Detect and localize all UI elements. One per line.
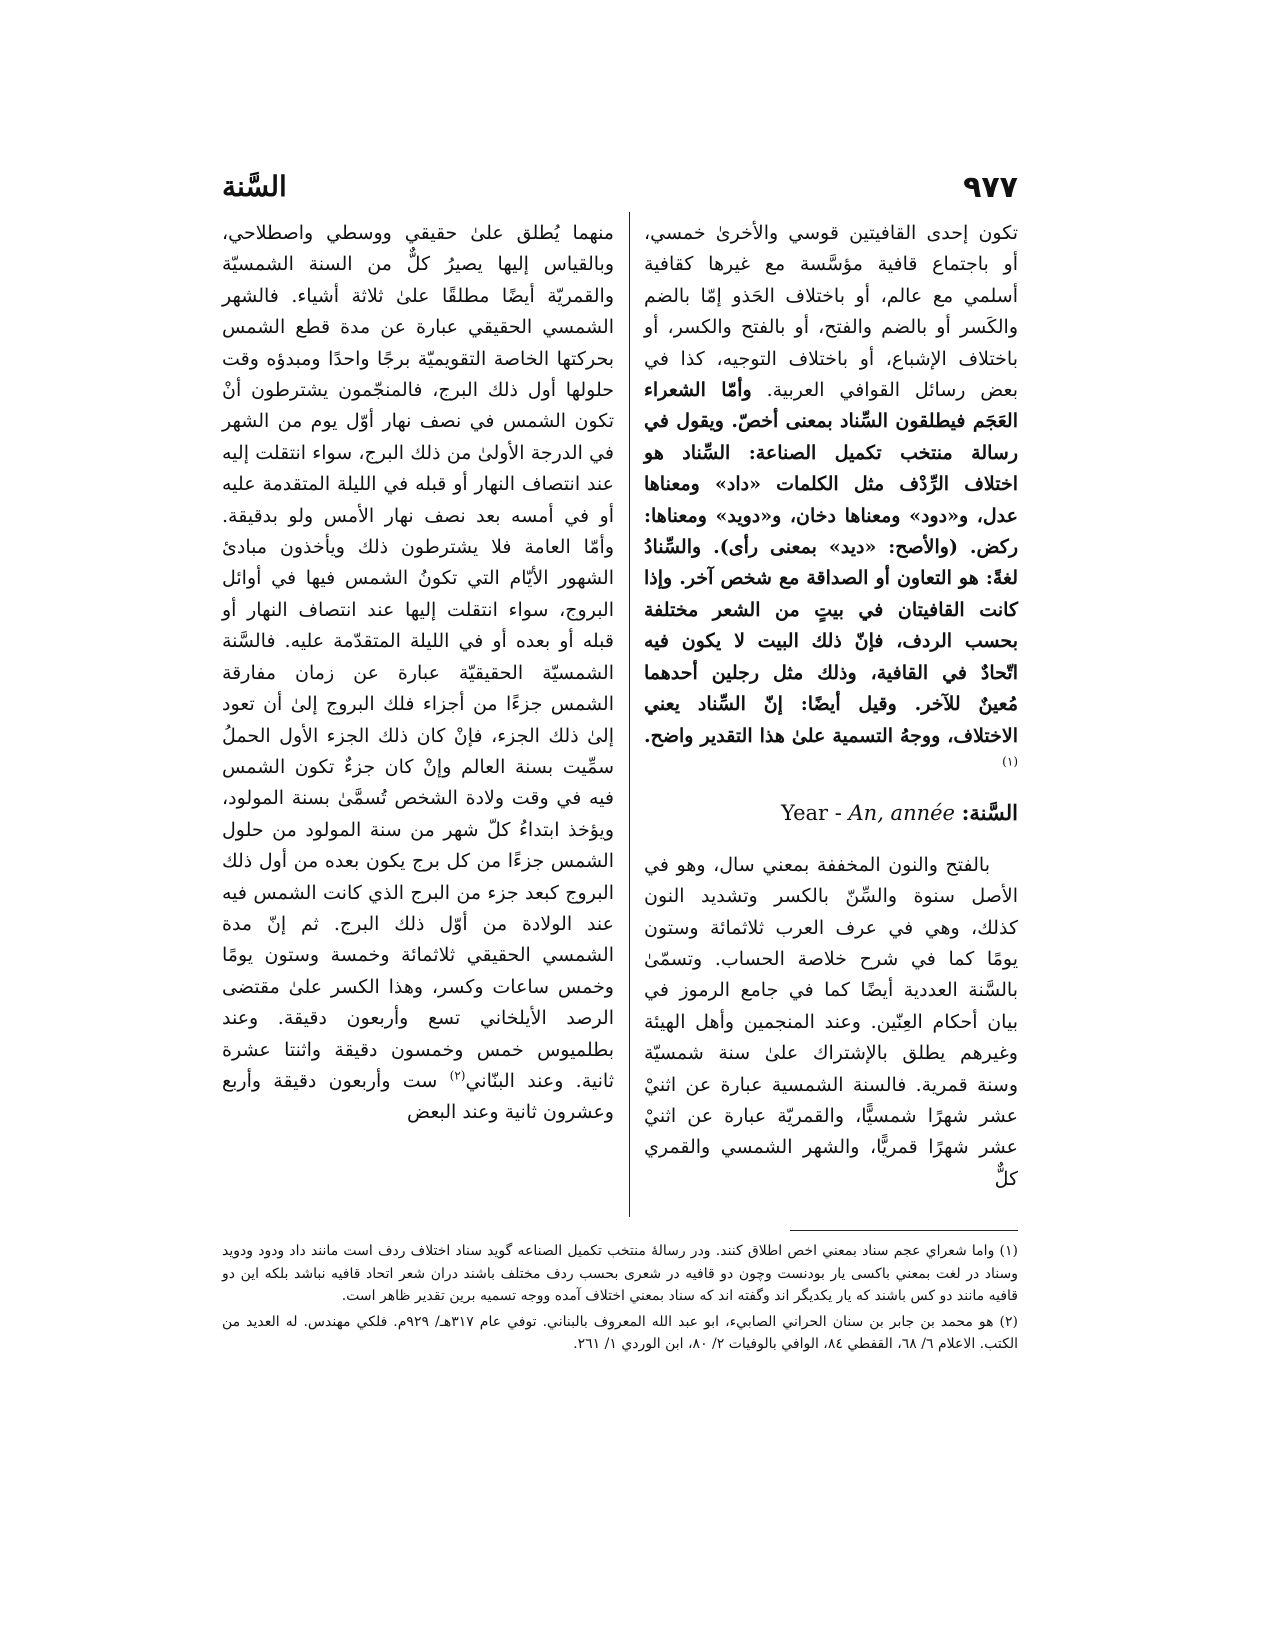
paragraph [222,218,614,1129]
footnote-marker: (٢) [449,1068,466,1083]
left-column [222,218,614,1129]
paragraph [644,218,1018,783]
footnote-rule [790,1230,1018,1231]
footnote-marker: (١) [1002,754,1018,769]
paragraph-text: تكون إحدى القافيتين قوسي والأخرىٰ خمسي، أو باجتماع قافية مؤسَّسة مع غيرها كقافية أسلمي مع عالم، أو باختلاف الحَذو إمّا بالضم والكَسر أو بالضم والفتح، أو بالفتح والكسر، أو باختلاف الإشباع، أو باختلاف التوجيه، كذا في بعض رسائل القوافي العربية. [644,222,1019,402]
footnotes [222,1240,1018,1359]
entry-body: بالفتح والنون المخففة بمعني سال، وهو في الأصل سنوة والسِّنّ بالكسر وتشديد النون كذلك، وهي في عرف العرب ثلاثمائة وستون يومًا كما في شرح خلاصة الحساب. وتسمّىٰ بالسَّنة العددية أيضًا كما في جامع الرموز في بيان أحكام العِنّين. وعند المنجمين وأهل الهيئة وغيرهم يطلق بالإشتراك علىٰ سنة شمسيّة وسنة قمرية. فالسنة الشمسية عبارة عن اثنيْ عشر شهرًا شمسيًّا، والقمريّة عبارة عن اثنيْ عشر شهرًا قمريًّا، والشهر الشمسي والقمري كلٌّ [644,853,1018,1190]
column-divider [629,212,630,1217]
right-column [644,218,1018,1195]
page-number: ٩٧٧ [963,170,1018,205]
entry-heading-translation [781,801,955,825]
entry-heading-french: An, année [848,801,955,826]
entry-heading-english: Year - [781,801,849,826]
footnote-2: (٢) هو محمد بن جابر بن سنان الحراني الصابيء، ابو عبد الله المعروف بالبناني. توفي عام ٣١٧هـ/ ٩٢٩م. فلكي مهندس. له العديد من الكتب. الاعلام ٦/ ٦٨، القفطي ٨٤، الوافي بالوفيات ٢/ ٨٠، ابن الوردي ١/ ٢٦١. [222,1313,1018,1352]
bold-paragraph-text: وأمّا الشعراء العَجَم فيطلقون السِّناد بمعنى أخصّ. ويقول في رسالة منتخب تكميل الصناعة: السِّناد هو اختلاف الرِّدْف مثل الكلمات «داد» ومعناها عدل، و«دود» ومعناها دخان، و«دويد» ومعناها: ركض. (والأصح: «ديد» بمعنى رأى). والسِّنادُ لغةً: هو التعاون أو الصداقة مع شخص آخر. وإذا كانت القافيتان في بيتٍ من الشعر مختلفة بحسب الردف، فإنّ ذلك البيت لا يكون فيه اتّحادٌ في القافية، وذلك مثل رجلين أحدهما مُعينٌ للآخر. وقيل أيضًا: إنّ السِّناد يعني الاختلاف، ووجهُ التسمية علىٰ هذا التقدير واضح. [644,379,1018,747]
entry-heading-arabic: السَّنة: [961,800,1018,826]
running-head: السَّنة [222,170,287,203]
footnote-1: (١) واما شعراي عجم سناد بمعني اخص اطلاق كنند. ودر رسالهٔ منتخب تكميل الصناعه گويد سناد اختلاف ردف است مانند داد ودود ودويد وسناد در لغت بمعني باكسى يار بودنست وچون دو قافيه در شعرى بحسب ردف مختلف باشند دران شعر اتحاد قافيه نباشد بلكه اين دو قافيه مانند دو كس باشند كه يار يكديگر اند وگفته اند كه سناد بمعني اختلاف آمده ووجه تسميه برين تقدير ظاهر است. [222,1243,1018,1304]
entry-heading [644,797,1018,829]
paragraph-text-continued: ست وأربعون دقيقة وأربع وعشرون ثانية وعند البعض [222,1069,614,1124]
page-header [222,170,1018,220]
paragraph-text: منهما يُطلق علىٰ حقيقي ووسطي واصطلاحي، وبالقياس إليها يصيرُ كلٌّ من السنة الشمسيّة والقمريّة أيضًا مطلقًا علىٰ ثلاثة أشياء. فالشهر الشمسي الحقيقي عبارة عن مدة قطع الشمس بحركتها الخاصة التقويميّة برجًا واحدًا ومبدؤه وقت حلولها أول ذلك البرج، فالمنجّمون يشترطون أنْ تكون الشمس في نصف نهار أوّل يوم من الشهر في الدرجة الأولىٰ من ذلك البرج، سواء انتقلت إليه عند انتصاف النهار أو قبله في الليلة المتقدمة عليه أو في أمسه بعد نصف نهار الأمس ولو بدقيقة. وأمّا العامة فلا يشترطون ذلك ويأخذون مبادئ الشهور الأيّام التي تكونُ الشمس فيها في أوائل البروج، سواء انتقلت إليها عند انتصاف النهار أو قبله أو بعده أو في الليلة المتقدّمة عليه. فالسَّنة الشمسيّة الحقيقيّة عبارة عن زمان مفارقة الشمس جزءًا من أجزاء فلك البروج إلىٰ أن تعود إلىٰ ذلك الجزء، فإنْ كان ذلك الجزء الأول الحملُ سمِّيت بسنة العالم وإنْ كان جزءٌ تكون الشمس فيه في وقت ولادة الشخص تُسمَّىٰ بسنة المولود، ويؤخذ ابتداءُ كلّ شهر من سنة المولود من حلول الشمس جزءًا من كل برج يكون بعده من أول ذلك البروج كبعد جزء من البرج الذي كانت الشمس فيه عند الولادة من أوّل ذلك البرج. ثم إنّ مدة الشمسي الحقيقي ثلاثمائة وخمسة وستون يومًا وخمس ساعات وكسر، وهذا الكسر علىٰ مقتضى الرصد الأيلخاني تسع وأربعون دقيقة. وعند بطلميوس خمس وخمسون دقيقة واثنتا عشرة ثانية. وعند البنّاني [222,222,615,1092]
